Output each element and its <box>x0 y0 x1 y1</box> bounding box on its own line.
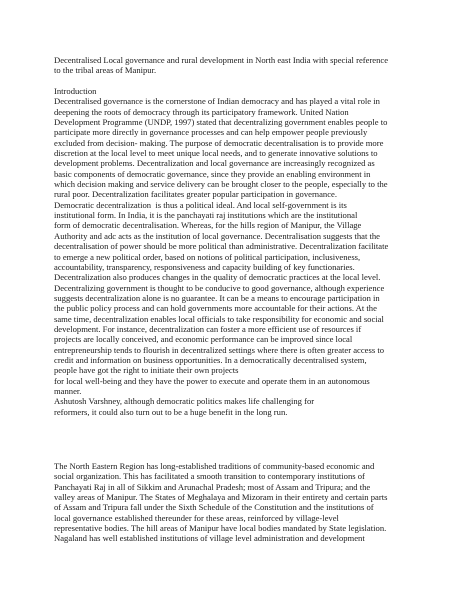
text-line: manner. <box>54 385 82 396</box>
text-line: Ashutosh Varshney, although democratic politics makes life challenging for <box>54 396 315 407</box>
text-line: Development Programme (UNDP, 1997) stated that decentralizing government enables people to <box>54 117 388 128</box>
text-line: basic components of democratic governance, since they provide an enabling environment in <box>54 168 371 179</box>
text-line: decentralisation of power should be more political than administrative. Decentralization facilitate <box>54 241 389 252</box>
text-line: local governance established thereunder for these areas, reinforced by village-level <box>54 512 339 523</box>
text-line: The North Eastern Region has long-established traditions of community-based economic and <box>54 461 375 471</box>
text-line: Decentralised governance is the cornerstone of Indian democracy and has played a vital role in <box>54 96 380 107</box>
text-line: excluded from decision- making. The purpose of democratic decentralisation is to provide more <box>54 137 384 148</box>
text-line: participate more directly in governance processes and can help empower people previously <box>54 127 368 138</box>
text-line: social organization. This has facilitated a smooth transition to contemporary institutions of <box>54 471 365 482</box>
document-title <box>54 55 434 76</box>
north-eastern-region-section <box>54 461 434 544</box>
text-line: Decentralization also produces changes in the quality of democratic practices at the local level. <box>54 272 381 283</box>
text-line: same time, decentralization enables local officials to take responsibility for economic and social <box>54 313 384 324</box>
text-line: entrepreneurship tends to flourish in decentralized settings where there is often greater access to <box>54 344 385 355</box>
text-line: Introduction <box>54 86 97 96</box>
text-line: which decision making and service delivery can be brought closer to the people, especially to the <box>54 179 388 190</box>
text-line: Nagaland has well established institutions of village level administration and development <box>54 533 365 544</box>
text-line: of Assam and Tripura fall under the Sixth Schedule of the Constitution and the institutions of <box>54 502 374 513</box>
text-line: development. For instance, decentralization can foster a more efficient use of resources if <box>54 323 362 334</box>
text-line: people have got the right to initiate their own projects <box>54 365 239 376</box>
text-line: Democratic decentralization is thus a political ideal. And local self-government is its <box>54 199 347 210</box>
text-line: institutional form. In India, it is the panchayati raj institutions which are the institutional <box>54 210 358 221</box>
text-line: projects are locally conceived, and economic performance can be improved since local <box>54 334 353 345</box>
text-line: Decentralised Local governance and rural development in North east India with special reference <box>54 55 389 65</box>
text-line: deepening the roots of democracy through its participatory framework. United Nation <box>54 106 349 117</box>
text-line: representative bodies. The hill areas of Manipur have local bodies mandated by State legislation. <box>54 523 387 534</box>
text-line: discretion at the local level to meet unique local needs, and to generate innovative solutions to <box>54 148 378 159</box>
text-line: suggests decentralization alone is no guarantee. It can be a means to encourage participation in <box>54 292 380 303</box>
text-line: to the tribal areas of Manipur. <box>54 65 157 76</box>
text-line: credit and information on business opportunities. In a democratically decentralised system, <box>54 354 367 365</box>
text-line: to emerge a new political order, based on notions of political participation, inclusiveness, <box>54 251 361 262</box>
text-line: reformers, it could also turn out to be a huge benefit in the long run. <box>54 406 288 417</box>
introduction-section <box>54 86 434 417</box>
text-line: form of democratic decentralisation. Whereas, for the hills region of Manipur, the Village <box>54 220 362 231</box>
text-line: for local well-being and they have the power to execute and operate them in an autonomous <box>54 375 370 386</box>
text-line: the public policy process and can hold governments more accountable for their actions. At the <box>54 303 377 314</box>
text-line: development problems. Decentralization and local governance are increasingly recognized as <box>54 158 375 169</box>
text-line: Panchayati Raj in all of Sikkim and Arunachal Pradesh; most of Assam and Tripura; and the <box>54 481 371 492</box>
text-line: accountability, transparency, responsiveness and capacity building of key functionaries. <box>54 261 355 272</box>
text-line: Decentralizing government is thought to be conducive to good governance, although experience <box>54 282 385 293</box>
text-line: valley areas of Manipur. The States of Meghalaya and Mizoram in their entirety and certain parts <box>54 492 388 503</box>
text-line: rural poor. Decentralization facilitates greater popular participation in governance. <box>54 189 337 200</box>
text-line: Authority and adc acts as the institution of local governance. Decentralisation suggests that the <box>54 230 380 241</box>
